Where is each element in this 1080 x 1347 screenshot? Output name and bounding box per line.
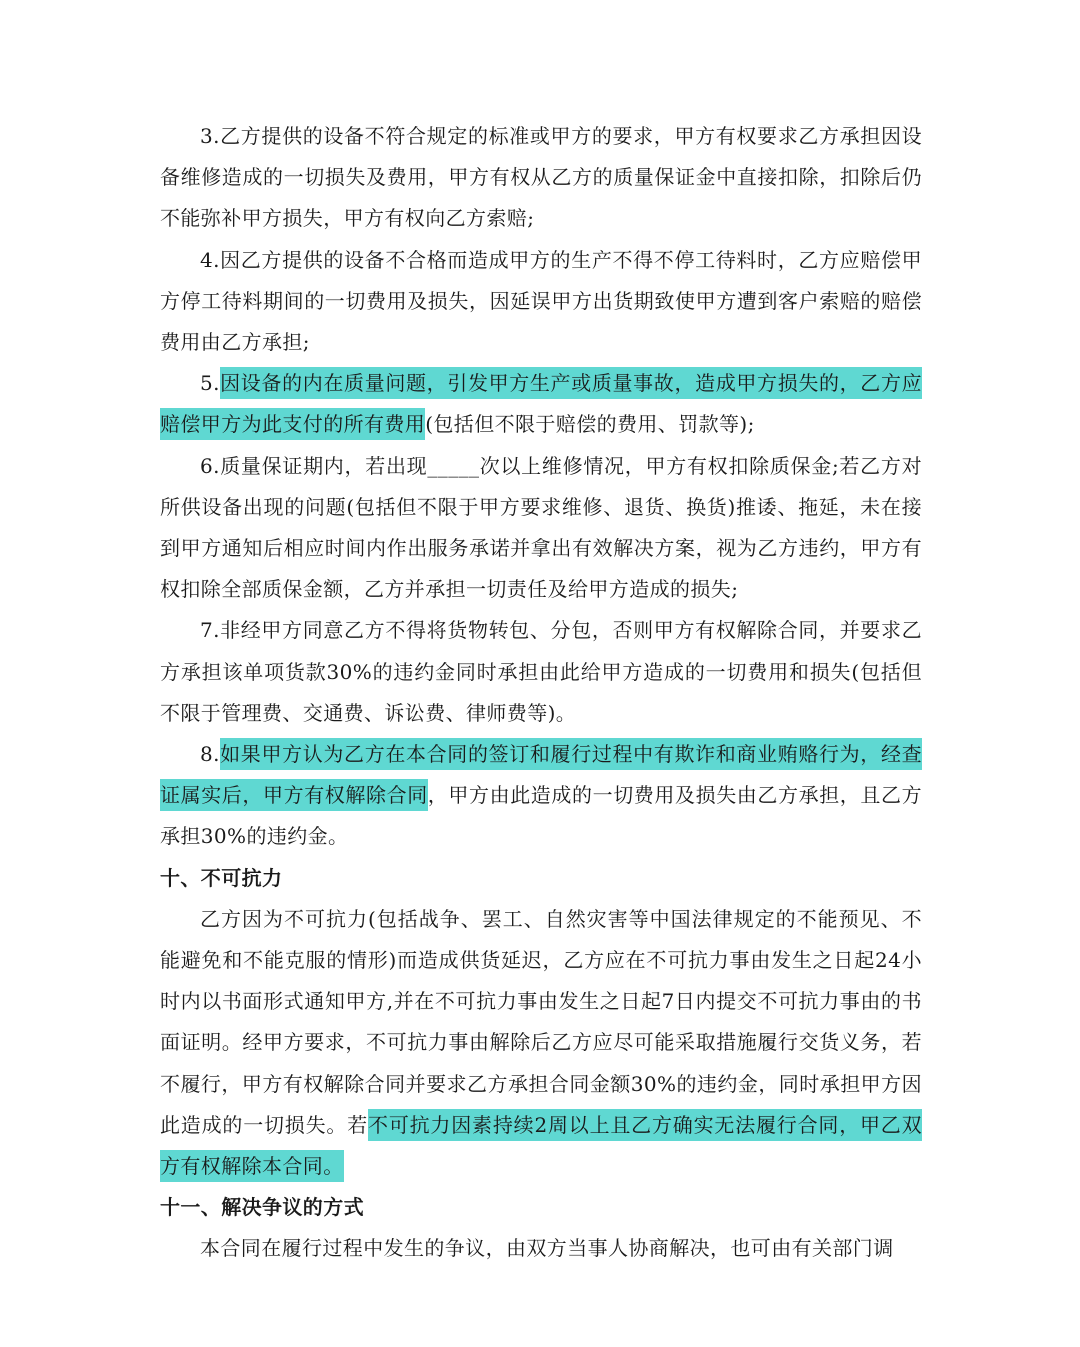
clause-paragraph xyxy=(160,446,922,611)
clause-paragraph xyxy=(160,240,922,364)
clause-paragraph xyxy=(160,1228,922,1269)
text-run: ，甲方由此造成的一切费用及损失由乙方承担，且乙方承担30%的违约金。 xyxy=(160,783,922,849)
text-run: (包括但不限于赔偿的费用、罚款等); xyxy=(425,412,755,437)
text-run: 本合同在履行过程中发生的争议，由双方当事人协商解决，也可由有关部门调 xyxy=(200,1236,894,1261)
text-run: 十一、解决争议的方式 xyxy=(160,1195,364,1220)
section-heading xyxy=(160,1187,922,1228)
clause-paragraph xyxy=(160,610,922,734)
text-run: 3.乙方提供的设备不符合规定的标准或甲方的要求，甲方有权要求乙方承担因设备维修造成的一切损失及费用，甲方有权从乙方的质量保证金中直接扣除，扣除后仍不能弥补甲方损失，甲方有权向乙方索赔; xyxy=(160,124,922,231)
text-run: 8. xyxy=(200,742,220,767)
clause-paragraph xyxy=(160,116,922,240)
text-run: 7.非经甲方同意乙方不得将货物转包、分包，否则甲方有权解除合同，并要求乙方承担该单项货款30%的违约金同时承担由此给甲方造成的一切费用和损失(包括但不限于管理费、交通费、诉讼费、律师费等)。 xyxy=(160,618,922,725)
section-heading xyxy=(160,858,922,899)
highlighted-text: 如果甲方认为乙方在本合同的签订和履行过程中有欺诈和商业贿赂行为，经查证属实后，甲方有权解除合同 xyxy=(160,738,922,811)
clause-paragraph xyxy=(160,899,922,1187)
text-run: 6.质量保证期内，若出现_____次以上维修情况，甲方有权扣除质保金;若乙方对所供设备出现的问题(包括但不限于甲方要求维修、退货、换货)推诿、拖延，未在接到甲方通知后相应时间内作出服务承诺并拿出有效解决方案，视为乙方违约，甲方有权扣除全部质保金额，乙方并承担一切责任及给甲方造成的损失; xyxy=(160,453,922,602)
highlighted-text: 不可抗力因素持续2周以上且乙方确实无法履行合同，甲乙双方有权解除本合同。 xyxy=(160,1109,922,1182)
text-run: 4.因乙方提供的设备不合格而造成甲方的生产不得不停工待料时，乙方应赔偿甲方停工待料期间的一切费用及损失，因延误甲方出货期致使甲方遭到客户索赔的赔偿费用由乙方承担; xyxy=(160,247,922,355)
text-run: 5. xyxy=(200,371,220,396)
text-run: 乙方因为不可抗力(包括战争、罢工、自然灾害等中国法律规定的不能预见、不能避免和不能克服的情形)而造成供货延迟，乙方应在不可抗力事由发生之日起24小时内以书面形式通知甲方,并在不可抗力事由发生之日起7日内提交不可抗力事由的书面证明。经甲方要求，不可抗力事由解除后乙方应尽可能采取措施履行交货义务，若不履行，甲方有权解除合同并要求乙方承担合同金额30%的违约金，同时承担甲方因此造成的一切损失。若 xyxy=(160,906,922,1137)
highlighted-text: 因设备的内在质量问题，引发甲方生产或质量事故，造成甲方损失的，乙方应赔偿甲方为此支付的所有费用 xyxy=(160,367,922,440)
clause-paragraph xyxy=(160,363,922,445)
clause-paragraph xyxy=(160,734,922,858)
text-run: 十、不可抗力 xyxy=(160,865,283,890)
